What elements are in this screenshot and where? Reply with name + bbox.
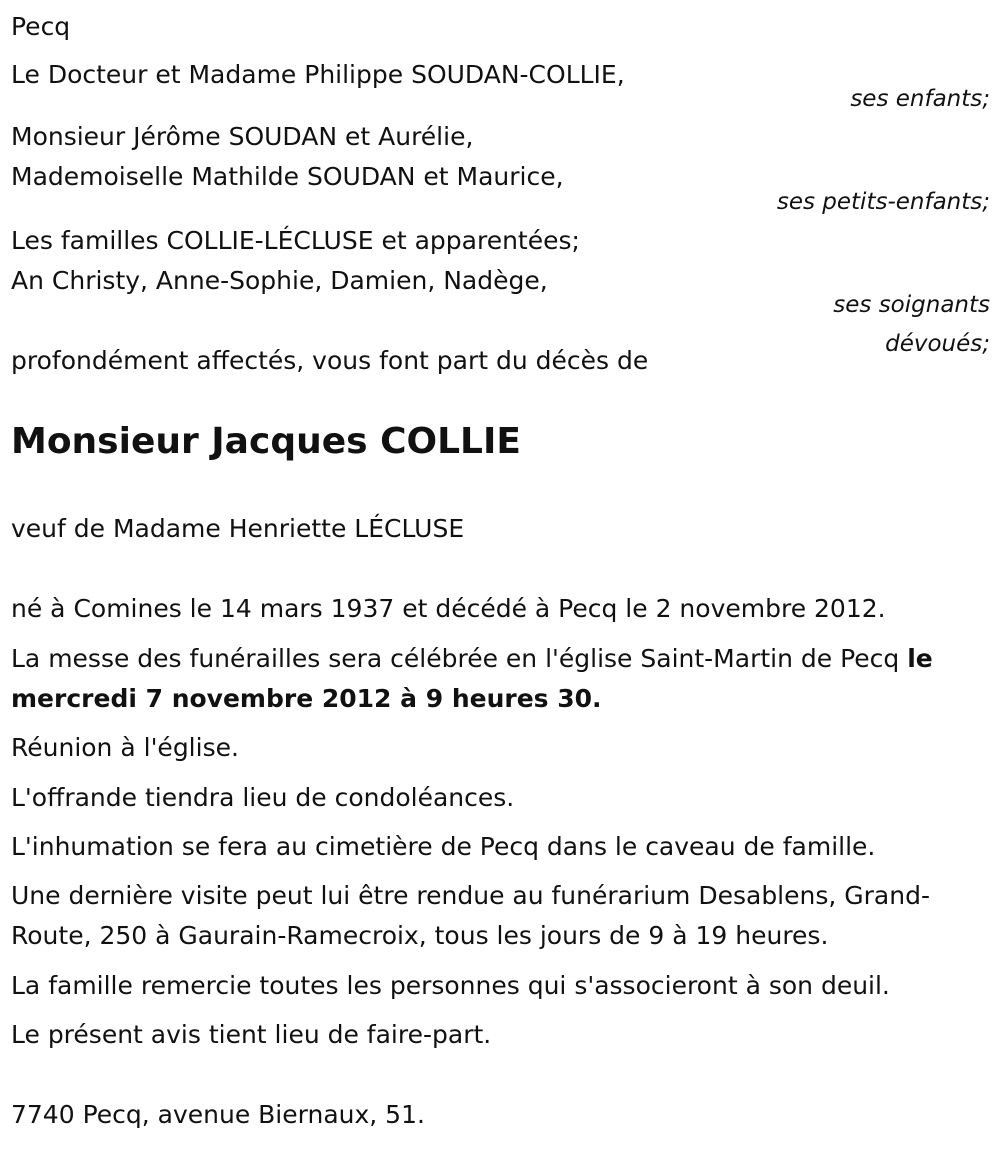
visit-paragraph: Une dernière visite peut lui être rendue au funérarium Desablens, Grand-Route, 250 à Gaurain-Ramecroix, tous les jours de 9 à 19 heures. xyxy=(11,881,930,950)
notice-line: Le présent avis tient lieu de faire-part. xyxy=(11,1020,492,1049)
caregivers-role-1: ses soignants xyxy=(833,292,990,318)
children-line: Le Docteur et Madame Philippe SOUDAN-COLLIE, xyxy=(11,60,625,89)
families-line: Les familles COLLIE-LÉCLUSE et apparentées; xyxy=(11,226,580,255)
widower-line: veuf de Madame Henriette LÉCLUSE xyxy=(11,514,465,543)
caregivers-line: An Christy, Anne-Sophie, Damien, Nadège, xyxy=(11,266,548,295)
deceased-name: Monsieur Jacques COLLIE xyxy=(11,421,521,462)
address-line: 7740 Pecq, avenue Biernaux, 51. xyxy=(11,1100,425,1129)
offering-line: L'offrande tiendra lieu de condoléances. xyxy=(11,783,515,812)
mass-date: le mercredi 7 novembre 2012 à 9 heures 30. xyxy=(11,644,933,713)
thanks-line: La famille remercie toutes les personnes qui s'associeront à son deuil. xyxy=(11,971,890,1000)
children-role: ses enfants; xyxy=(850,86,990,112)
mass-paragraph xyxy=(11,639,986,719)
intro-line: profondément affectés, vous font part du décès de xyxy=(11,346,649,375)
location-heading: Pecq xyxy=(11,12,71,41)
meeting-line: Réunion à l'église. xyxy=(11,733,239,762)
grandchild-line-1: Monsieur Jérôme SOUDAN et Aurélie, xyxy=(11,122,474,151)
grandchildren-role: ses petits-enfants; xyxy=(776,189,990,215)
mass-text: La messe des funérailles sera célébrée en l'église Saint-Martin de Pecq xyxy=(11,644,908,673)
caregivers-role-2: dévoués; xyxy=(885,331,990,357)
burial-line: L'inhumation se fera au cimetière de Pecq dans le caveau de famille. xyxy=(11,832,876,861)
birth-death-line: né à Comines le 14 mars 1937 et décédé à Pecq le 2 novembre 2012. xyxy=(11,594,886,623)
grandchild-line-2: Mademoiselle Mathilde SOUDAN et Maurice, xyxy=(11,162,564,191)
